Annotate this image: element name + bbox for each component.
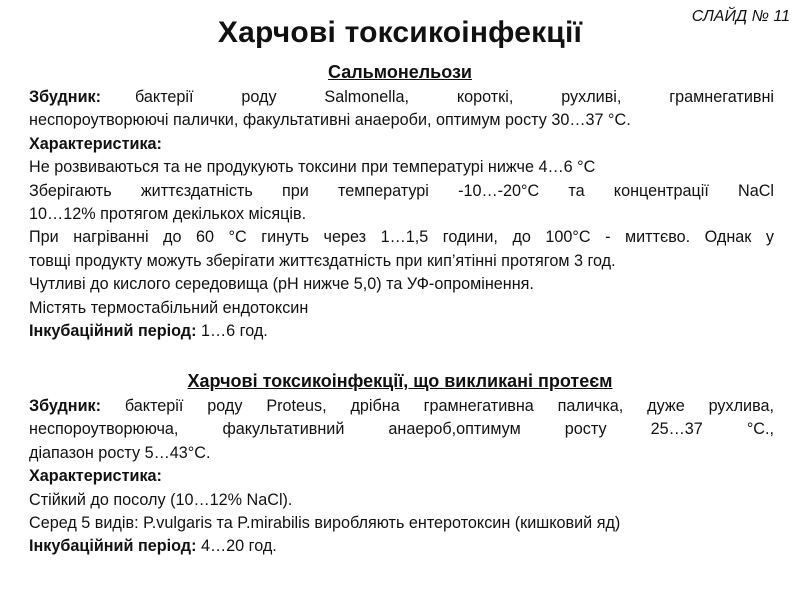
characteristic-3-line-2: товщі продукту можуть зберігати життєздатність при кип’ятінні протягом 3 год.	[29, 251, 616, 270]
agent-line-1	[29, 395, 774, 418]
agent-label: Збудник:	[29, 397, 102, 415]
proteus-content	[29, 395, 774, 559]
slide-title: Харчові токсикоінфекції	[217, 16, 583, 49]
characteristic-5: Містять термостабільний ендотоксин	[29, 298, 309, 317]
slide-number: СЛАЙД № 11	[691, 8, 790, 25]
agent-line-2: неспороутворюючі палички, факультативні анаероби, оптимум росту 30…37 °С.	[29, 111, 631, 130]
section-heading-proteus: Харчові токсикоінфекції, що викликані протеєм	[187, 371, 613, 391]
agent-line-2: неспороутворююча, факультативний анаероб,оптимум росту 25…37 °С.,	[29, 420, 774, 439]
incubation-label: Інкубаційний період:	[29, 322, 197, 341]
agent-text-1: бактерії роду Salmonella, короткі, рухливі, грамнегативні	[135, 88, 774, 106]
characteristic-2: Серед 5 видів: P.vulgaris та P.mirabilis виробляють ентеротоксин (кишковий яд)	[29, 514, 621, 533]
agent-line-1	[29, 86, 774, 109]
incubation-line	[29, 320, 774, 343]
salmonella-content	[29, 86, 774, 343]
incubation-line	[29, 535, 774, 558]
agent-line-3: діапазон росту 5…43°С.	[29, 443, 211, 462]
characteristic-1: Не розвиваються та не продукують токсини при температурі нижче 4…6 °С	[29, 158, 596, 177]
agent-text-1: бактерії роду Proteus, дрібна грамнегативна паличка, дуже рухлива,	[101, 397, 774, 415]
characteristics-label: Характеристика:	[29, 134, 162, 153]
characteristics-label: Характеристика:	[29, 467, 162, 486]
agent-label: Збудник:	[29, 88, 102, 106]
incubation-label: Інкубаційний період:	[29, 537, 197, 556]
incubation-value: 4…20 год.	[196, 537, 277, 556]
characteristic-2-line-1: Зберігають життєздатність при температурі -10…-20°С та концентрації NaCl	[29, 181, 774, 200]
characteristic-1: Стійкий до посолу (10…12% NaCl).	[29, 490, 293, 509]
characteristic-3-line-1: При нагріванні до 60 °С гинуть через 1…1,5 години, до 100°С - миттєво. Однак у	[29, 228, 774, 247]
incubation-value: 1…6 год.	[196, 322, 268, 341]
characteristic-2-line-2: 10…12% протягом декількох місяців.	[29, 205, 307, 224]
characteristic-4: Чутливі до кислого середовища (рН нижче 5,0) та УФ-опромінення.	[29, 275, 534, 294]
section-heading-salmonella: Сальмонельози	[328, 62, 472, 82]
